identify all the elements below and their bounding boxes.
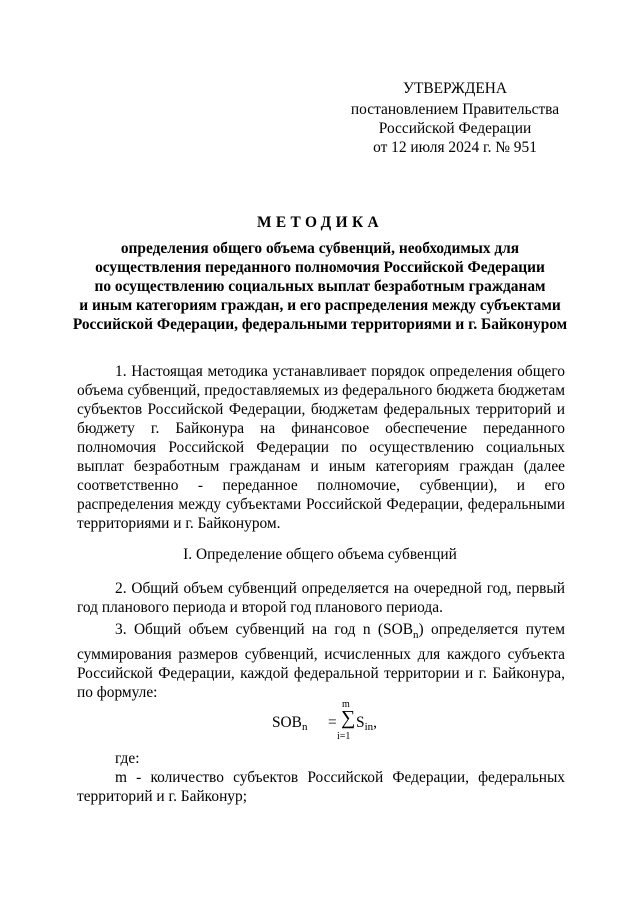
document-title: МЕТОДИКА xyxy=(256,214,384,231)
paragraph-3-text-after: ) определяется путем суммирования размеров субвенций, исчисленных для каждого субъекта Российской Федерации, каждой федеральной территории и г. Байконура, по формуле: xyxy=(77,621,565,702)
formula-sum-sign: ∑ xyxy=(341,707,356,729)
formula-lhs-subscript: n xyxy=(301,721,308,733)
subtitle-line: Российской Федерации, федеральными территориями и г. Байконуром xyxy=(72,316,568,333)
formula-term-symbol: S xyxy=(356,714,365,731)
formula-comma: , xyxy=(373,714,377,731)
approved-line-3: от 12 июля 2024 г. № 951 xyxy=(373,139,537,156)
section-heading: I. Определение общего объема субвенций xyxy=(183,546,457,563)
paragraph-2 xyxy=(77,579,565,617)
paragraph-2-text: 2. Общий объем субвенций определяется на очередной год, первый год планового периода и второй год планового периода. xyxy=(77,580,565,616)
paragraph-1-text: 1. Настоящая методика устанавливает порядок определения общего объема субвенций, предоставляемых из федерального бюджета бюджетам субъектов Российской Федерации, бюджетам федеральных территорий и бюджету г. Байконура на финансовое обеспечение переданного полномочия Российской Федерации по осуществлению социальных выплат безработным гражданам и иным категориям граждан (далее соответственно - переданное полномочие, субвенции), и его распределения между субъектами Российской Федерации, федеральными территориями и г. Байконуром. xyxy=(77,363,565,532)
where-label: где: xyxy=(115,750,140,767)
formula-equals: = xyxy=(328,714,337,731)
subtitle-line: осуществления переданного полномочия Российской Федерации xyxy=(95,259,545,276)
approved-heading: УТВЕРЖДЕНА xyxy=(403,80,507,97)
formula-lhs-symbol: SOB xyxy=(272,714,302,731)
paragraph-3 xyxy=(77,620,565,702)
paragraph-m-text: m - количество субъектов Российской Федерации, федеральных территорий и г. Байконур; xyxy=(77,769,565,805)
approval-stamp xyxy=(336,79,574,157)
paragraph-m xyxy=(77,768,565,806)
formula-term-subscript: in xyxy=(364,721,374,733)
formula-term xyxy=(356,713,377,734)
sum-formula xyxy=(272,700,412,746)
paragraph-3-subscript: n xyxy=(413,629,419,642)
subtitle-line: и иным категориям граждан, и его распределения между субъектами xyxy=(79,297,561,314)
approved-line-2: Российской Федерации xyxy=(378,120,532,137)
paragraph-3-text-before: 3. Общий объем субвенций на год n (SOB xyxy=(115,621,414,638)
approved-line-1: постановлением Правительства xyxy=(350,101,560,118)
formula-lhs xyxy=(272,713,307,734)
formula-sum-lower: i=1 xyxy=(337,731,351,742)
formula-sum-upper: m xyxy=(342,699,350,710)
paragraph-1 xyxy=(77,362,565,533)
subtitle-line: по осуществлению социальных выплат безработным гражданам xyxy=(94,278,546,295)
document-subtitle xyxy=(0,239,640,334)
subtitle-line: определения общего объема субвенций, необходимых для xyxy=(120,240,520,257)
